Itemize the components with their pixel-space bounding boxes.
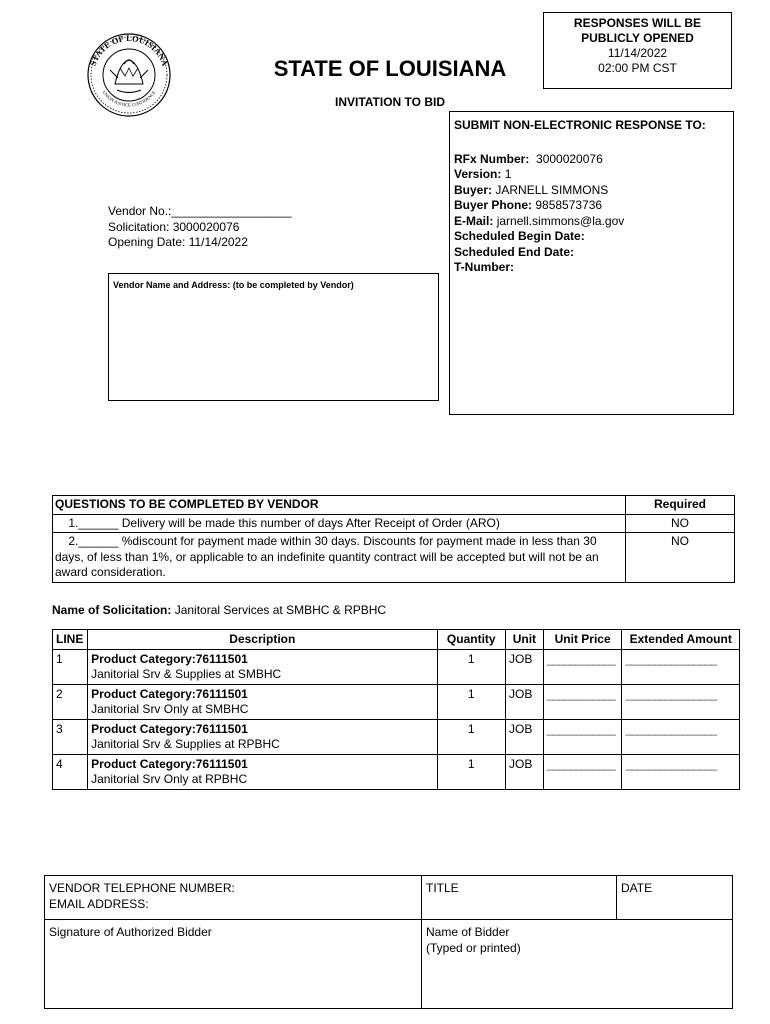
vendor-questions-table xyxy=(52,495,735,583)
date-cell[interactable] xyxy=(617,876,733,920)
signature-cell[interactable] xyxy=(45,920,422,1009)
line-unit: JOB xyxy=(505,650,543,685)
solicitation-name xyxy=(52,603,386,617)
signature-table xyxy=(44,875,733,1009)
bidder-name-label: Name of Bidder xyxy=(426,925,510,939)
line-quantity: 1 xyxy=(437,650,505,685)
email-label: E-Mail: xyxy=(454,213,494,228)
line-quantity: 1 xyxy=(437,720,505,755)
line-item-row xyxy=(53,650,740,685)
line-number: 2 xyxy=(53,685,88,720)
vendor-contact-cell[interactable] xyxy=(45,876,422,920)
extended-amount-field[interactable]: ________________ xyxy=(622,685,740,720)
line-unit: JOB xyxy=(505,755,543,790)
line-description xyxy=(88,720,437,755)
email-address-label: EMAIL ADDRESS: xyxy=(49,897,149,911)
line-unit: JOB xyxy=(505,720,543,755)
item-description: Janitorial Srv Only at SMBHC xyxy=(91,702,249,716)
rfx-label: RFx Number: xyxy=(454,151,530,166)
title-label: TITLE xyxy=(426,881,459,895)
buyer-phone-label: Buyer Phone: xyxy=(454,198,533,212)
vendor-name-address-label: Vendor Name and Address: (to be completed by Vendor) xyxy=(113,280,354,290)
line-item-row xyxy=(53,720,740,755)
vendor-telephone-label: VENDOR TELEPHONE NUMBER: xyxy=(49,881,235,895)
extended-amount-field[interactable]: ________________ xyxy=(622,650,740,685)
unit-price-field[interactable]: ____________ xyxy=(543,720,622,755)
product-category: Product Category:76111501 xyxy=(91,757,248,771)
submit-response-box xyxy=(449,111,734,415)
line-number: 1 xyxy=(53,650,88,685)
opening-date: Opening Date: 11/14/2022 xyxy=(108,235,248,249)
required-header: Required xyxy=(626,496,735,515)
product-category: Product Category:76111501 xyxy=(91,722,248,736)
extended-amount-field[interactable]: ________________ xyxy=(622,755,740,790)
buyer-phone-value: 9858573736 xyxy=(535,198,603,212)
svg-text:STATE OF LOUISIANA xyxy=(88,33,171,68)
vendor-info xyxy=(108,204,292,251)
version-row xyxy=(454,167,729,183)
vendor-no[interactable]: Vendor No.:__________________ xyxy=(108,204,292,218)
document-subtitle: INVITATION TO BID xyxy=(335,95,445,109)
seal-text-bottom: UNION JUSTICE CONFIDENCE xyxy=(101,89,157,108)
seal-text-top: STATE OF LOUISIANA xyxy=(87,32,171,68)
louisiana-state-seal xyxy=(80,32,178,118)
item-description: Janitorial Srv & Supplies at RPBHC xyxy=(91,737,280,751)
bidder-typed-label: (Typed or printed) xyxy=(426,941,521,955)
responses-box xyxy=(543,12,732,89)
title-cell[interactable] xyxy=(422,876,617,920)
rfx-value: 3000020076 xyxy=(536,151,603,166)
line-items-header-row xyxy=(53,630,740,650)
questions-header: QUESTIONS TO BE COMPLETED BY VENDOR xyxy=(53,496,626,515)
version-value: 1 xyxy=(504,167,512,181)
solicitation-name-label: Name of Solicitation: xyxy=(52,603,172,617)
rfx-number-row xyxy=(454,152,729,168)
extended-amount-field[interactable]: ________________ xyxy=(622,720,740,755)
scheduled-begin-label: Scheduled Begin Date: xyxy=(454,229,585,243)
vendor-name-address-box[interactable] xyxy=(108,273,439,401)
responses-time: 02:00 PM CST xyxy=(598,61,677,75)
scheduled-end-label: Scheduled End Date: xyxy=(454,244,575,259)
question-text: 2.______ %discount for payment made within 30 days. Discounts for payment made in less than 30 days, of less than 1%, or applicable to an indefinite quantity contract will be accepted but will not be an award consideration. xyxy=(53,533,626,583)
line-quantity: 1 xyxy=(437,685,505,720)
solicitation-number: Solicitation: 3000020076 xyxy=(108,219,240,234)
date-label: DATE xyxy=(621,881,653,895)
question-required: NO xyxy=(626,533,735,583)
item-description: Janitorial Srv Only at RPBHC xyxy=(91,772,248,786)
question-required: NO xyxy=(626,514,735,533)
document-title: STATE OF LOUISIANA xyxy=(273,56,507,81)
signature-row-bottom xyxy=(45,920,733,1009)
line-item-row xyxy=(53,755,740,790)
line-description xyxy=(88,755,437,790)
product-category: Product Category:76111501 xyxy=(91,652,248,666)
responses-line1: RESPONSES WILL BE xyxy=(573,16,702,30)
buyer-value: JARNELL SIMMONS xyxy=(495,182,609,197)
question-text: 1.______ Delivery will be made this number of days After Receipt of Order (ARO) xyxy=(53,514,626,533)
buyer-row xyxy=(454,183,729,199)
line-unit: JOB xyxy=(505,685,543,720)
unit-price-field[interactable]: ____________ xyxy=(543,650,622,685)
signature-label: Signature of Authorized Bidder xyxy=(49,925,212,939)
responses-date: 11/14/2022 xyxy=(607,46,668,60)
question-row[interactable] xyxy=(53,533,735,583)
product-category: Product Category:76111501 xyxy=(91,687,248,701)
line-number: 3 xyxy=(53,720,88,755)
header-quantity: Quantity xyxy=(437,630,505,650)
line-quantity: 1 xyxy=(437,755,505,790)
line-items-table xyxy=(52,629,740,790)
signature-row-top xyxy=(45,876,733,920)
solicitation-name-value: Janitoral Services at SMBHC & RPBHC xyxy=(174,603,387,617)
line-description xyxy=(88,685,437,720)
unit-price-field[interactable]: ____________ xyxy=(543,685,622,720)
header-extended-amount: Extended Amount xyxy=(622,630,740,650)
header-unit-price: Unit Price xyxy=(543,630,622,650)
t-number-label: T-Number: xyxy=(454,260,514,274)
item-description: Janitorial Srv & Supplies at SMBHC xyxy=(91,667,282,681)
responses-line2: PUBLICLY OPENED xyxy=(581,31,694,45)
unit-price-field[interactable]: ____________ xyxy=(543,755,622,790)
version-label: Version: xyxy=(454,167,502,181)
buyer-label: Buyer: xyxy=(454,182,493,197)
line-item-row xyxy=(53,685,740,720)
buyer-phone-row xyxy=(454,198,729,214)
question-row[interactable] xyxy=(53,514,735,533)
header-description: Description xyxy=(88,630,437,650)
email-row xyxy=(454,214,729,230)
header-line: LINE xyxy=(53,630,88,650)
email-value: jarnell.simmons@la.gov xyxy=(496,213,625,228)
line-description xyxy=(88,650,437,685)
line-number: 4 xyxy=(53,755,88,790)
submit-heading: SUBMIT NON-ELECTRONIC RESPONSE TO: xyxy=(454,118,706,132)
header-unit: Unit xyxy=(505,630,543,650)
bidder-name-cell[interactable] xyxy=(422,920,733,1009)
questions-header-row xyxy=(53,496,735,515)
